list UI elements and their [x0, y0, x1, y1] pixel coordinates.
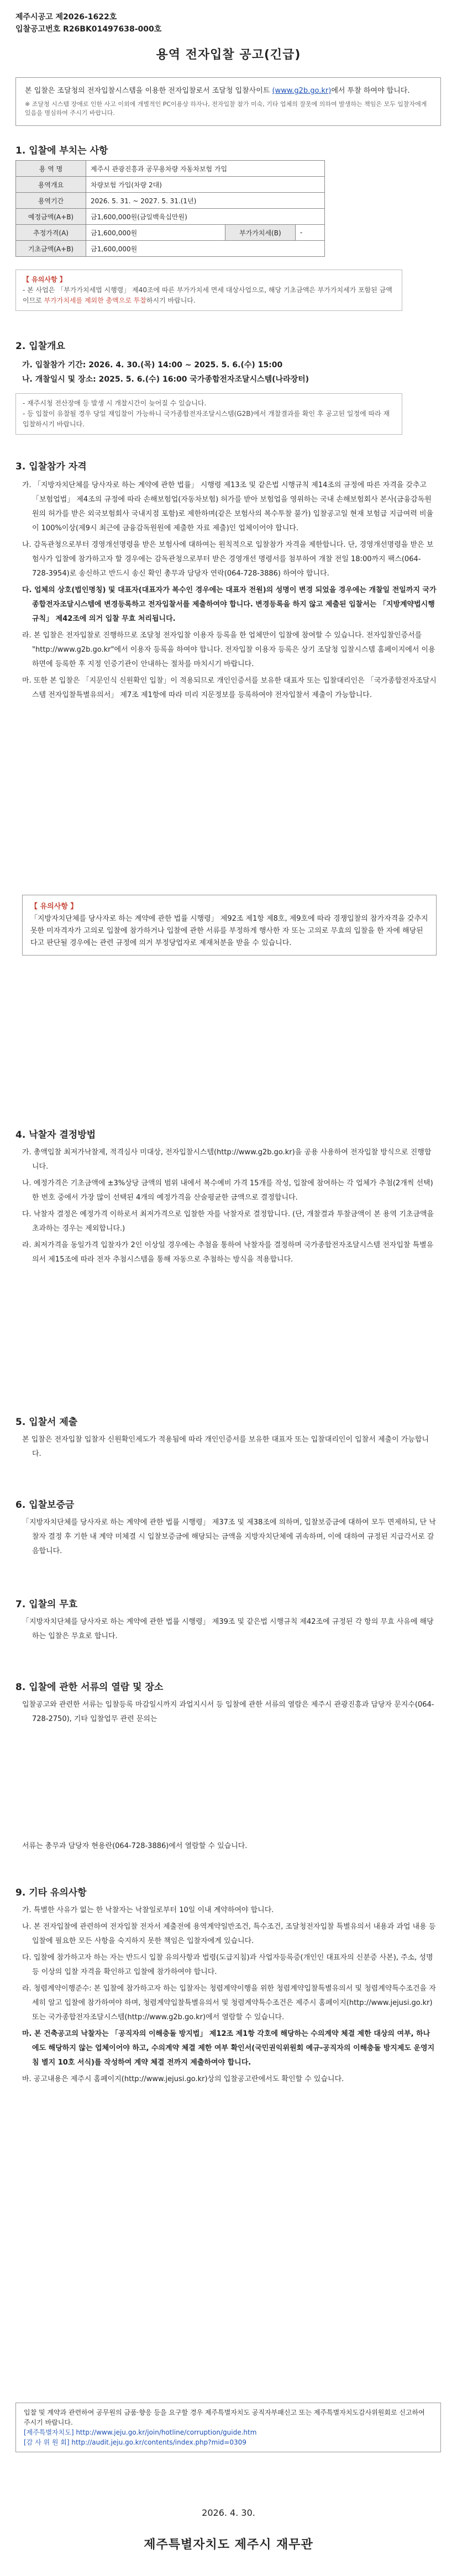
section-1-title: 1. 입찰에 부치는 사항	[15, 145, 108, 156]
bid-spec-table	[15, 160, 325, 257]
paragraph: 라. 최저가격을 동일가격 입찰자가 2인 이상일 경우에는 추첨을 통하여 낙찰자를 결정하며 국가종합전자조달시스템 전자입찰 특별유의서 제15조에 따라 전자 추첨시스템을 통해 자동으로 추첨하는 방식을 적용합니다.	[22, 1241, 434, 1264]
caution-text: 「지방자치단체를 당사자로 하는 계약에 관한 법률 시행령」 제92조 제1항 제8호, 제9호에 따라 경쟁입찰의 참가자격을 갖추지 못한 미자격자가 고의로 입찰에 참가하거나 입찰에 관한 서류를 부정하게 행사한 자 또는 고의로 무효의 입찰을 한 자에 해당된다고 판단될 경우에는 관련 규정에 의거 부정당업자로 제재처분을 받을 수 있습니다.	[30, 915, 428, 947]
memo-text: - 본 사업은 「부가가치세법 시행령」 제40조에 따른 부가가치세 면세 대상사업으로, 해당 기초금액은 부가가치세가 포함된 금액이므로	[23, 286, 392, 304]
paragraph: 나. 감독관청으로부터 경영개선명령을 받은 보험사에 대하여는 원칙적으로 입찰참가 자격을 제한합니다. 단, 경영개선명령을 받은 보험사가 입찰에 참가하고자 할 경우에는 감독관청으로부터 받은 경영개선 명령서를 첨부하여 개찰 전일 18:00까지 팩스(064-728-3954)로 송신하고 반드시 송신 확인 총무과 담당자 연락(064-728-3886) 하여야 합니다.	[22, 541, 434, 578]
paragraph: 다. 낙찰자 결정은 예정가격 이하로서 최저가격으로 입찰한 자를 낙찰자로 결정합니다. (단, 개찰결과 투찰금액이 본 용역 기초금액을 초과하는 경우는 제외합니다.)	[22, 1210, 434, 1233]
paragraph: 라. 청렴계약이행준수: 본 입찰에 참가하고자 하는 입찰자는 청렴계약이행을 위한 청렴계약입찰특별유의서 및 청렴계약특수조건을 자세히 알고 입찰에 참가하여야 하며, 청렴계약입찰특별유의서 및 청렴계약특수조건은 제주시 홈페이지(http://www.jejusi.go.kr) 또는 국가종합전자조달시스템(http://www.g2b.go.kr)에서 열람할 수 있습니다.	[22, 1984, 436, 2021]
section-7-body	[22, 1615, 437, 1646]
paragraph: 입찰공고와 관련한 서류는 입찰등록 마감일시까지 과업지시서 등 입찰에 관한 서류의 열람은 제주시 관광진흥과 담당자 문지수(064-728-2750), 기타 입찰업무 관련 문의는	[22, 1701, 434, 1723]
intro-box	[15, 77, 441, 126]
issuing-organization: 제주특별자치도 제주시 재무관	[144, 2538, 313, 2552]
memo-title: 【 유의사항 】	[23, 276, 66, 283]
section-8-body-2	[22, 1839, 437, 1856]
section-3-title: 3. 입찰참가 자격	[15, 461, 87, 472]
intro-note: ※ 조달청 시스템 장애로 인한 사고 이외에 개별적인 PC이용상 하자나, 전자입찰 참가 미숙, 기타 업체의 잘못에 의하여 발생하는 책임은 모두 입찰자에게 있음을 명심하여 주시기 바랍니다.	[25, 101, 427, 117]
section-2-memo	[15, 393, 402, 435]
paragraph: 나. 본 전자입찰에 관련하여 전자입찰 전자서 제출전에 용역계약일반조건, 특수조건, 조달청전자입찰 특별유의서 내용과 과업 내용 등 입찰에 필요한 모든 사항을 숙지하지 못한 책임은 입찰자에게 있습니다.	[22, 1923, 436, 1945]
section-2-schedule	[22, 358, 309, 387]
row-header: 기초금액(A+B)	[16, 241, 86, 257]
row-value: 2026. 5. 31. ~ 2027. 5. 31.(1년)	[86, 193, 325, 209]
section-6-title: 6. 입찰보증금	[15, 1500, 75, 1511]
g2b-link[interactable]: (www.g2b.go.kr)	[272, 87, 332, 95]
section-2-title: 2. 입찰개요	[15, 341, 65, 352]
paragraph: 바. 공고내용은 제주시 홈페이지(http://www.jejusi.go.kr)상의 입찰공고란에서도 확인할 수 있습니다.	[22, 2075, 344, 2083]
intro-text-2: 에서 투찰 하여야 합니다.	[331, 87, 410, 95]
row-value: 금1,600,000원	[86, 225, 225, 241]
paragraph: 「지방자치단체를 당사자로 하는 계약에 관한 법률 시행령」 제39조 및 같은법 시행규칙 제42조에 규정된 각 항의 무효 사유에 해당하는 입찰은 무효로 합니다.	[22, 1618, 434, 1640]
paragraph: 「지방자치단체를 당사자로 하는 계약에 관한 법률 시행령」 제37조 및 제38조에 의하며, 입찰보증금에 대하여 모두 면제하되, 단 낙찰자 결정 후 기한 내 계약 미체결 시 입찰보증금에 해당되는 금액을 지방자치단체에 귀속하며, 이에 대하여 규정된 지급각서로 갈음합니다.	[22, 1518, 436, 1555]
section-7-title: 7. 입찰의 무효	[15, 1599, 78, 1610]
memo-line: - 재주시청 전산장애 등 발생 시 개찰시간이 늦어질 수 있습니다.	[23, 399, 207, 407]
memo-end: 하시기 바랍니다.	[146, 297, 196, 304]
row-header: 부가가치세(B)	[225, 225, 295, 241]
row-header: 추정가격(A)	[16, 225, 86, 241]
intro-text: 본 입찰은 조달청의 전자입찰시스템을 이용한 전자입찰로서 조달청 입찰사이트	[25, 87, 270, 95]
row-value: 차량보험 가입(차량 2대)	[86, 177, 325, 193]
row-header: 용 역 명	[16, 161, 86, 177]
table-row	[16, 177, 325, 193]
paragraph: 가. 특별한 사유가 없는 한 낙찰자는 낙찰일로부터 10일 이내 계약하여야 합니다.	[22, 1906, 274, 1914]
section-8-body	[22, 1698, 437, 1729]
section-9-title: 9. 기타 유의사항	[15, 1887, 87, 1898]
paragraph: 가. 총액입찰 최저가낙찰제, 적격심사 미대상, 전자입찰시스템(http://www.g2b.go.kr)을 공용 사용하여 전자입찰 방식으로 진행합니다.	[22, 1148, 432, 1171]
paragraph: 다. 업체의 상호(법인명칭) 및 대표자(대표자가 복수인 경우에는 대표자 전원)의 성명이 변경 되었을 경우에는 개찰일 전일까지 국가종합전자조달시스템에 변경등록하고 전자입찰서를 제출하여야 합니다. 변경등록을 하지 않고 제출된 입찰서는 「지방계약법시행규칙」 제42조에 의거 입찰 무효 처리됩니다.	[22, 586, 437, 623]
row-value: -	[295, 225, 324, 241]
bid-number: 입찰공고번호 R26BK01497638-000호	[15, 25, 162, 34]
memo-red: 부가가치세를 제외한 총액으로 투찰	[44, 297, 146, 304]
audit-link[interactable]: [감 사 위 원 회] http://audit.jeju.go.kr/contents/index.php?mid=0309	[24, 2438, 246, 2446]
paragraph: 마. 본 건축공고의 낙찰자는 「공직자의 이해충돌 방지법」 제12조 제1항 각호에 해당하는 수의계약 체결 제한 대상의 여부, 하나에도 해당하지 않는 업체이어야 하고, 수의계약 체결 제한 여부 확인서(국민권익위원회 예규-공직자의 이해충돌 방지제도 운영지침 별지 10호 서식)를 작성하여 계약 체결 전까지 제출하여야 합니다.	[22, 2030, 435, 2067]
memo-line: - 등 입찰이 유찰될 경우 당일 재입찰이 가능하니 국가종합전자조달시스템(G2B)에서 개찰결과를 확인 후 공고된 일정에 따라 재입찰하시기 바랍니다.	[23, 410, 390, 428]
section-5-title: 5. 입찰서 제출	[15, 1417, 78, 1428]
opening-date: 나. 개찰일시 및 장소: 2025. 5. 6.(수) 16:00 국가종합전자조달시스템(나라장터)	[22, 375, 309, 384]
table-row	[16, 193, 325, 209]
corruption-report-box	[15, 2403, 441, 2452]
row-value: 금1,600,000원(금일백육십만원)	[86, 209, 325, 225]
paragraph: 서류는 총무과 담당자 현용란(064-728-3886)에서 열람할 수 있습니다.	[22, 1842, 248, 1850]
notice-date: 2026. 4. 30.	[202, 2508, 255, 2518]
jeju-hotline-link[interactable]: [제주특별자치도] http://www.jeju.go.kr/join/hotline/corruption/guide.htm	[24, 2429, 257, 2436]
row-header: 예정금액(A+B)	[16, 209, 86, 225]
paragraph: 마. 또한 본 입찰은 「지문인식 신원확인 입찰」이 적용되므로 개인인증서를 보유한 대표자 또는 입찰대리인은 「국가종합전자조달시스템 전자입찰특별유의서」 제7조 제1항에 따라 미리 지문정보를 등록하여야 전자입찰서 제출이 가능합니다.	[22, 677, 437, 699]
section-3-body	[22, 478, 437, 705]
paragraph: 본 입찰은 전자입찰 입찰자 신원확인제도가 적용됨에 따라 개인인증서를 보유한 대표자 또는 입찰대리인이 입찰서 제출이 가능합니다.	[22, 1435, 429, 1458]
section-9-body	[22, 1903, 437, 2089]
bid-period: 가. 입찰참가 기간: 2026. 4. 30.(목) 14:00 ~ 2025. 5. 6.(수) 15:00	[22, 361, 283, 369]
row-value: 금1,600,000원	[86, 241, 325, 257]
report-text: 입찰 및 계약과 관련하여 공무원의 금품·향응 등을 요구할 경우 제주특별자치도 공직자부패신고 또는 제주특별자치도감사위원회로 신고하여 주시기 바랍니다.	[24, 2409, 425, 2426]
header-meta	[15, 11, 161, 35]
section-4-title: 4. 낙찰자 결정방법	[15, 1129, 96, 1141]
section-4-body	[22, 1146, 437, 1269]
paragraph: 다. 입찰에 참가하고자 하는 자는 반드시 입찰 유의사항과 법령(도급지침)과 사업자등록증(개인인 대표자의 신분증 사본), 주소, 성명 등 이상의 입찰 자격을 확인하고 입찰에 참가하여야 합니다.	[22, 1954, 433, 1976]
row-value: 제주시 관광진흥과 공무용차량 자동차보험 가입	[86, 161, 325, 177]
caution-title: 【 유의사항 】	[30, 902, 78, 911]
paragraph: 나. 예정가격은 기초금액에 ±3%상당 금액의 범위 내에서 복수예비 가격 15개를 작성, 입찰에 참여하는 각 업체가 추첨(2개씩 선택)한 번호 중에서 가장 많이 선택된 4개의 예정가격을 산술평균한 금액으로 결정합니다.	[22, 1179, 433, 1202]
row-header: 용역개요	[16, 177, 86, 193]
table-row	[16, 209, 325, 225]
section-6-body	[22, 1516, 437, 1561]
page-title: 용역 전자입찰 공고(긴급)	[156, 48, 301, 62]
notice-number: 제주시공고 제2026-1622호	[15, 13, 117, 22]
section-8-title: 8. 입찰에 관한 서류의 열람 및 장소	[15, 1682, 164, 1693]
section-1-memo	[15, 270, 402, 311]
paragraph: 라. 본 입찰은 전자입찰로 진행하므로 조달청 전자입찰 이용자 등록을 한 업체만이 입찰에 참여할 수 있습니다. 전자입찰인증서를 "http://www.g2b.go.kr"에서 이용자 등록을 하여야 합니다. 전자입찰 이용자 등록은 상기 조달청 입찰시스템 홈페이지에서 이용하면에 등록한 후 지정 인증기관이 안내하는 절차를 마치시기 바랍니다.	[22, 631, 435, 668]
section-5-body	[22, 1433, 437, 1464]
table-row	[16, 241, 325, 257]
row-header: 용역기간	[16, 193, 86, 209]
table-row	[16, 161, 325, 177]
paragraph: 가. 「지방자치단체를 당사자로 하는 계약에 관한 법률」 시행령 제13조 및 같은법 시행규칙 제14조의 규정에 따른 자격을 갖추고 「보험업법」 제4조의 규정에 따라 손해보험업(자동차보험) 허가를 받아 보험업을 영위하는 국내 손해보험회사 본사(금융감독원원의 허가를 받은 외국보험회사 국내지점 포함)로 제한하며(같은 보험사의 복수투찰 불가) 입찰공고일 현재 보험급 지급여력 비율이 100%이상(제9시 최근에 금융감독원원에 제출한 자료 제출)인 업체이어야 합니다.	[22, 481, 434, 532]
section-3-caution	[22, 895, 437, 956]
table-row	[16, 225, 325, 241]
